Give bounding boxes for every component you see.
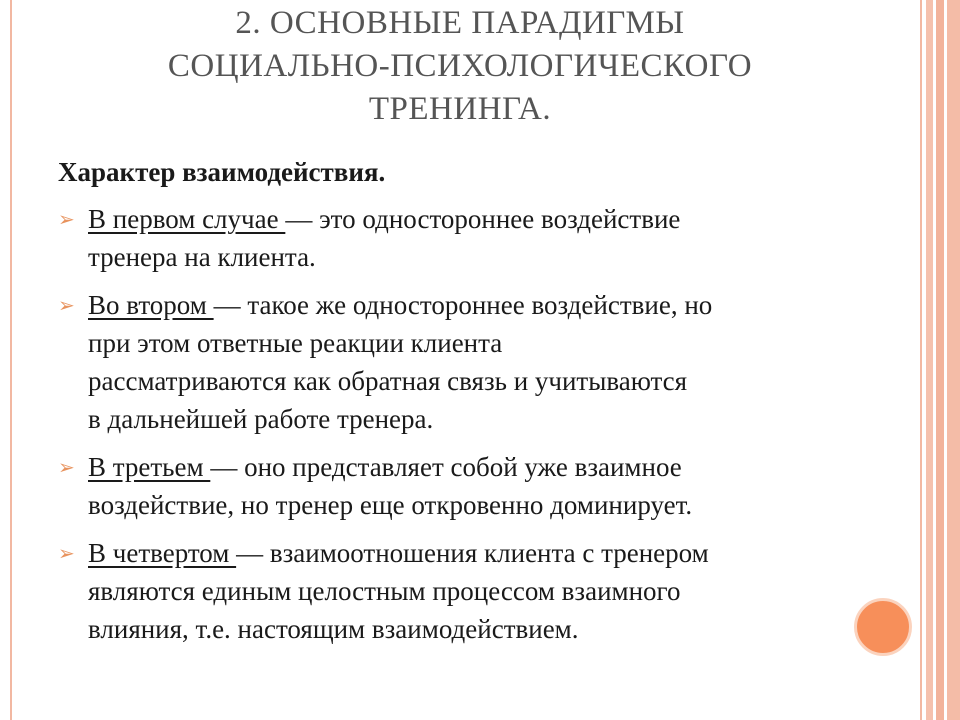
right-stripe: [947, 0, 960, 720]
right-stripe: [920, 0, 922, 720]
decorative-circle: [854, 598, 912, 656]
title-line: СОЦИАЛЬНО-ПСИХОЛОГИЧЕСКОГО: [167, 48, 753, 84]
right-stripe: [936, 0, 944, 720]
title-line: 2. ОСНОВНЫЕ ПАРАДИГМЫ: [235, 5, 685, 41]
bullet-text: — взаимоотношения клиента с тренером являются единым целостным процессом взаимного влияния, т.е. настоящим взаимодействием.: [88, 538, 709, 644]
bullet-item: [58, 448, 918, 524]
arrow-bullet-icon: ➢: [58, 293, 75, 317]
title-line: ТРЕНИНГА.: [368, 91, 552, 127]
arrow-bullet-icon: ➢: [58, 207, 75, 231]
bullet-item: [58, 286, 918, 438]
bullet-list: [58, 200, 918, 658]
slide-title: [40, 2, 880, 131]
bullet-lead: Во втором: [88, 290, 214, 320]
bullet-item: [58, 200, 918, 276]
bullet-text: — такое же одностороннее воздействие, но при этом ответные реакции клиента рассматриваются как обратная связь и учитываются в дальнейшей работе тренера.: [88, 290, 713, 434]
left-frame-line: [10, 0, 12, 720]
bullet-lead: В первом случае: [88, 204, 286, 234]
bullet-lead: В третьем: [88, 452, 211, 482]
bullet-text: — оно представляет собой уже взаимное воздействие, но тренер еще откровенно доминирует.: [88, 452, 693, 520]
arrow-bullet-icon: ➢: [58, 455, 75, 479]
arrow-bullet-icon: ➢: [58, 541, 75, 565]
bullet-item: [58, 534, 918, 648]
bullet-text: — это одностороннее воздействие тренера на клиента.: [88, 204, 681, 272]
bullet-lead: В четвертом: [88, 538, 237, 568]
section-heading: Характер взаимодействия.: [58, 157, 386, 187]
right-stripe: [926, 0, 933, 720]
